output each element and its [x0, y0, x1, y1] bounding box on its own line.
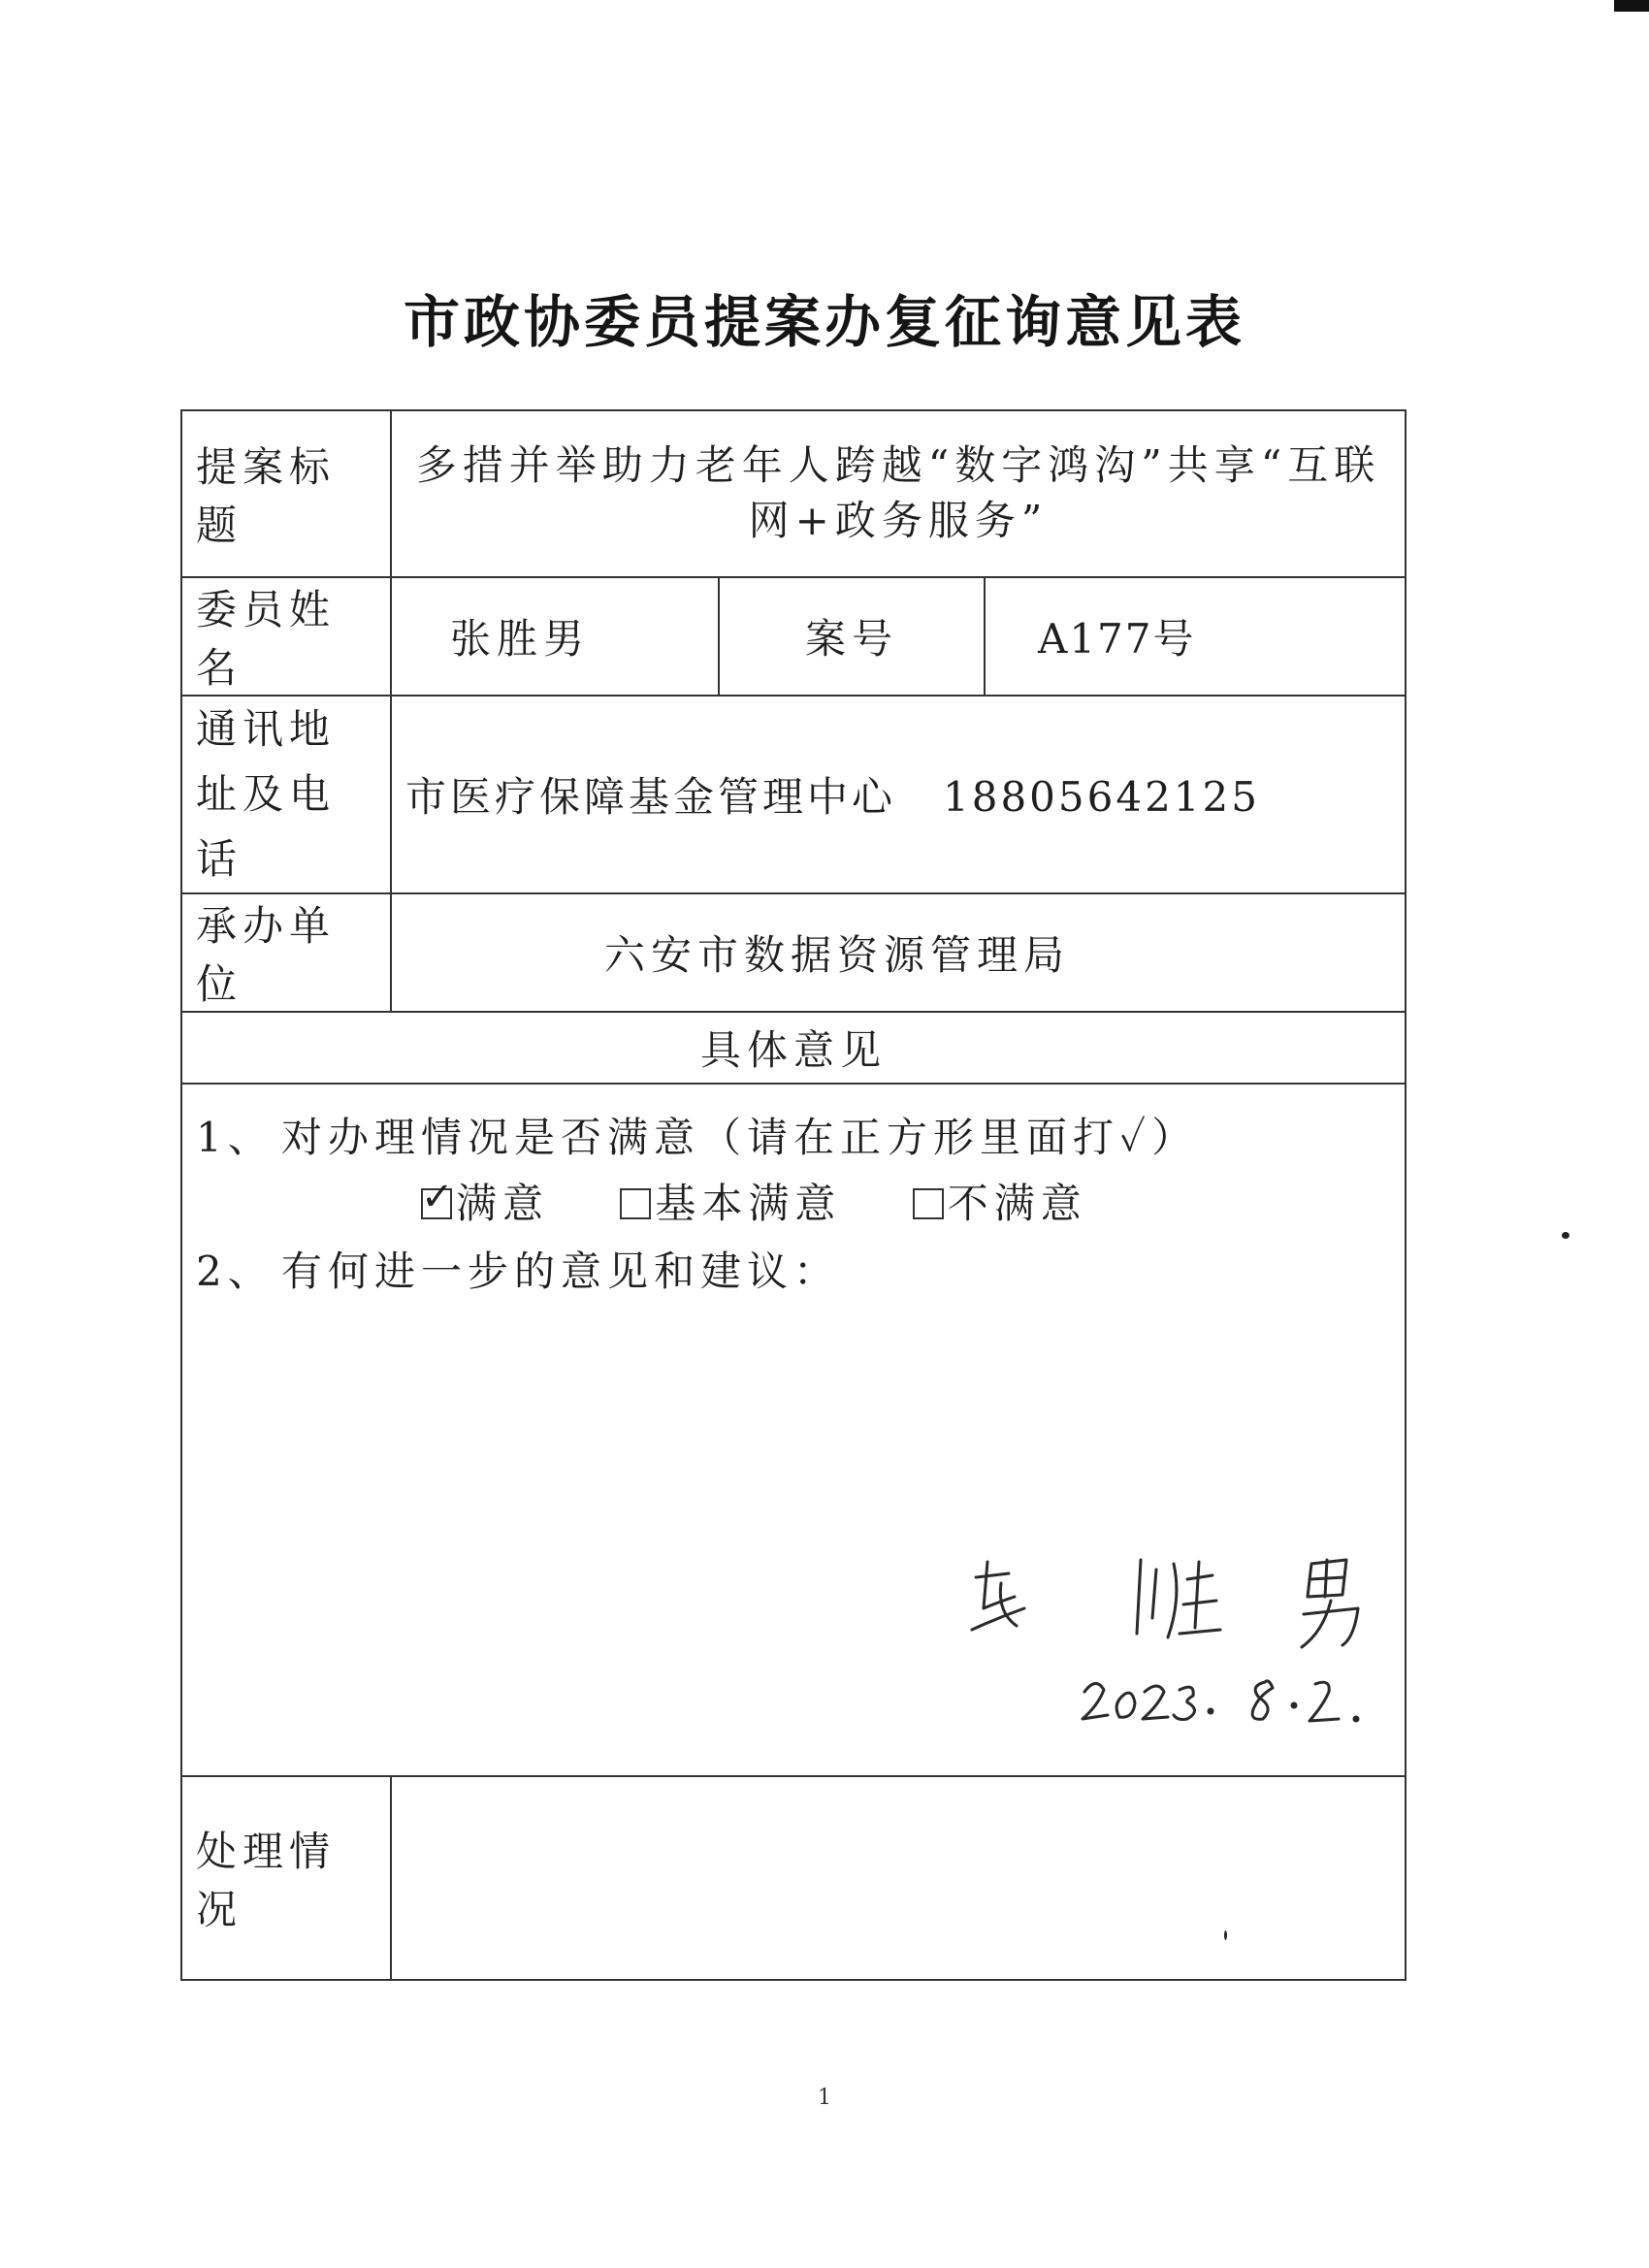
option-satisfied-label: 满意 [456, 1179, 550, 1227]
address-value: 市医疗保障基金管理中心 [405, 772, 897, 821]
row-opinion-body [181, 1084, 1406, 1776]
satisfaction-options [421, 1172, 1140, 1230]
checkbox-unsatisfied[interactable] [913, 1188, 944, 1219]
member-name-value: 张胜男 [391, 577, 719, 696]
case-no-label: 案号 [719, 577, 985, 696]
check-mark-icon: ✓ [421, 1174, 454, 1219]
checkbox-basically-satisfied[interactable] [620, 1188, 651, 1219]
scan-edge-mark [1614, 0, 1649, 12]
option-unsatisfied[interactable] [913, 1172, 1087, 1230]
opinion-header: 具体意见 [181, 1012, 1406, 1084]
row-opinion-header [181, 1012, 1406, 1084]
question-2 [196, 1240, 840, 1298]
option-basically-satisfied-label: 基本满意 [655, 1179, 842, 1227]
row-handling-status [181, 1776, 1406, 1980]
question-2-text: 有何进一步的意见和建议： [281, 1247, 841, 1295]
scan-speck [1562, 1232, 1569, 1239]
row-address [181, 696, 1406, 893]
question-1 [196, 1106, 1198, 1164]
address-label: 通讯地址及电话 [181, 696, 391, 893]
handwritten-signature [958, 1540, 1405, 1657]
handling-label: 处理情况 [181, 1776, 391, 1980]
handwritten-date [1075, 1667, 1395, 1734]
unit-value: 六安市数据资源管理局 [391, 893, 1406, 1012]
proposal-title-label: 提案标题 [181, 410, 391, 577]
opinion-body [181, 1084, 1406, 1776]
option-satisfied[interactable] [421, 1172, 549, 1230]
row-handling-unit [181, 893, 1406, 1012]
checkbox-satisfied[interactable] [421, 1174, 454, 1219]
page-number: 1 [818, 2086, 831, 2110]
case-no-value: A177号 [985, 577, 1406, 696]
proposal-title-value: 多措并举助力老年人跨越“数字鸿沟”共享“互联网+政务服务” [391, 410, 1406, 577]
option-basically-satisfied[interactable] [620, 1172, 841, 1230]
row-member-name [181, 577, 1406, 696]
address-cell [391, 696, 1406, 893]
question-1-text: 对办理情况是否满意（请在正方形里面打✓） [281, 1113, 1199, 1161]
handling-value [391, 1776, 1406, 1980]
member-name-label: 委员姓名 [181, 577, 391, 696]
scan-speck [1224, 1930, 1227, 1940]
row-proposal-title [181, 410, 1406, 577]
opinion-form-table [180, 409, 1406, 1981]
phone-value: 18805642125 [943, 772, 1260, 821]
question-1-number: 1、 [196, 1113, 275, 1161]
page-title: 市政协委员提案办复征询意见表 [403, 289, 1245, 355]
unit-label: 承办单位 [181, 893, 391, 1012]
question-2-number: 2、 [196, 1247, 275, 1295]
option-unsatisfied-label: 不满意 [947, 1179, 1087, 1227]
